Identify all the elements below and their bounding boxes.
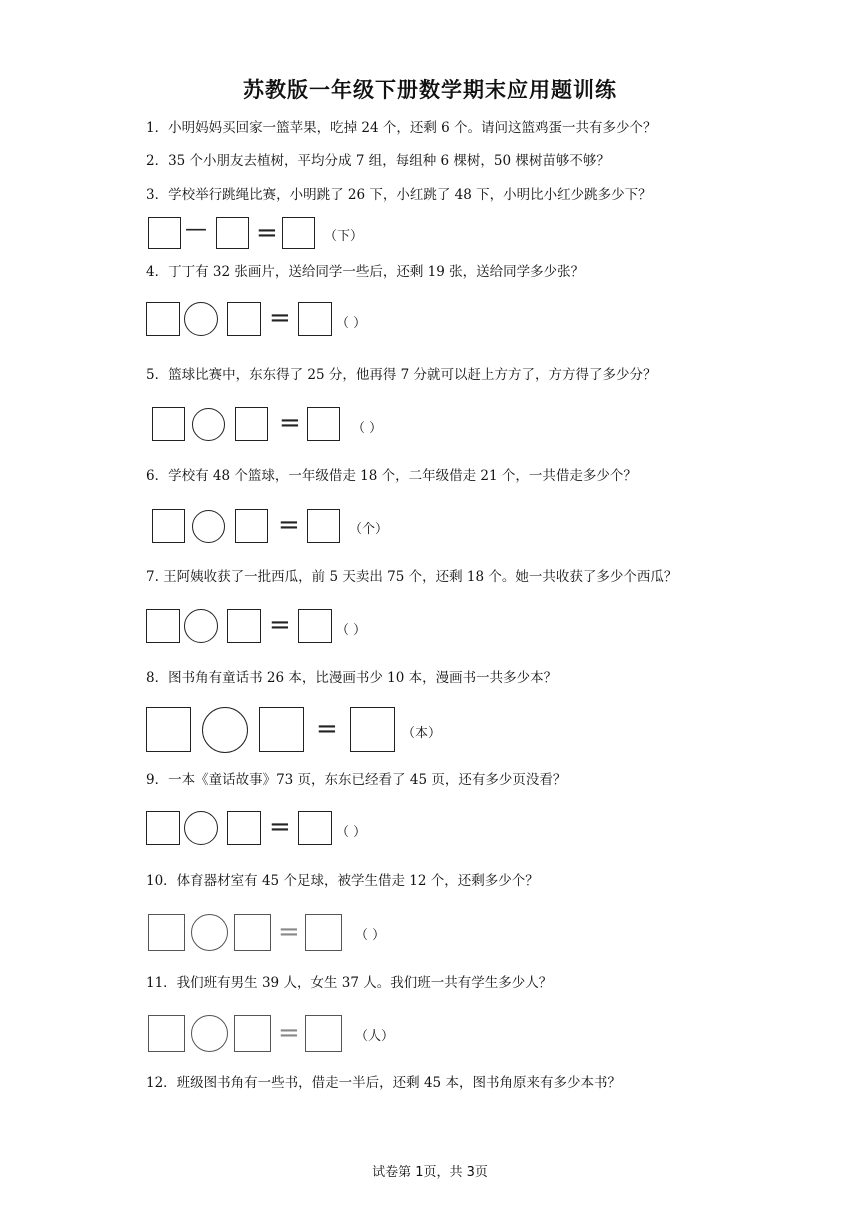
unit-label: （人） [355,1029,395,1044]
question-3: 3．学校举行跳绳比赛，小明跳了 26 下，小红跳了 48 下，小明比小红少跳多少下？ [146,187,652,203]
answer-box[interactable] [148,1015,185,1052]
answer-box[interactable] [235,407,268,441]
answer-box[interactable] [234,1015,271,1052]
answer-box[interactable] [227,609,261,643]
question-8: 8．图书角有童话书 26 本，比漫画书少 10 本，漫画书一共多少本？ [146,670,558,686]
equals-sign: = [269,812,291,842]
minus-sign: — [185,217,207,242]
answer-box[interactable] [146,707,191,752]
operator-circle[interactable] [184,609,218,643]
page-footer: 试卷第 1页，共 3页 [372,1165,488,1180]
answer-box[interactable] [227,302,261,336]
answer-box[interactable] [148,217,181,249]
operator-circle[interactable] [184,811,218,845]
answer-box[interactable] [227,811,261,845]
question-6: 6．学校有 48 个篮球，一年级借走 18 个，二年级借走 21 个，一共借走多少个？ [146,468,637,484]
answer-box[interactable] [350,707,395,752]
unit-label: （ ） [355,928,386,943]
question-7: 7. 王阿姨收获了一批西瓜，前 5 天卖出 75 个，还剩 18 个。她一共收获了多少个西瓜？ [146,569,678,585]
answer-box[interactable] [146,811,180,845]
equals-sign: = [278,917,300,947]
question-2: 2．35 个小朋友去植树，平均分成 7 组，每组种 6 棵树，50 棵树苗够不够？ [146,153,610,169]
unit-label: （ ） [336,623,367,638]
question-12: 12．班级图书角有一些书，借走一半后，还剩 45 本，图书角原来有多少本书？ [146,1075,621,1091]
unit-label: （本） [402,726,442,741]
operator-circle[interactable] [191,914,228,951]
equals-sign: = [256,218,278,248]
question-10: 10．体育器材室有 45 个足球，被学生借走 12 个，还剩多少个？ [146,873,539,889]
answer-box[interactable] [282,217,315,249]
answer-box[interactable] [148,914,185,951]
operator-circle[interactable] [191,1015,228,1052]
answer-box[interactable] [152,407,185,441]
operator-circle[interactable] [192,510,225,543]
answer-box[interactable] [259,707,304,752]
operator-circle[interactable] [184,302,218,336]
question-5: 5．篮球比赛中，东东得了 25 分，他再得 7 分就可以赶上方方了，方方得了多少分？ [146,367,657,383]
operator-circle[interactable] [202,707,248,753]
question-4: 4．丁丁有 32 张画片，送给同学一些后，还剩 19 张，送给同学多少张？ [146,264,585,280]
answer-box[interactable] [307,407,340,441]
answer-box[interactable] [234,914,271,951]
answer-box[interactable] [216,217,249,249]
operator-circle[interactable] [192,408,225,441]
unit-label: （ ） [352,421,383,436]
question-9: 9．一本《童话故事》73 页，东东已经看了 45 页，还有多少页没看？ [146,772,567,788]
unit-label: （下） [324,229,364,244]
unit-label: （ ） [336,825,367,840]
answer-box[interactable] [146,609,180,643]
answer-box[interactable] [152,509,185,543]
answer-box[interactable] [298,811,332,845]
answer-box[interactable] [235,509,268,543]
equals-sign: = [279,408,301,438]
unit-label: （个） [349,522,389,537]
answer-box[interactable] [146,302,180,336]
answer-box[interactable] [298,302,332,336]
equals-sign: = [316,714,338,744]
page-title: 苏教版一年级下册数学期末应用题训练 [243,78,617,102]
question-1: 1．小明妈妈买回家一篮苹果，吃掉 24 个，还剩 6 个。请问这篮鸡蛋一共有多少个？ [146,120,657,136]
answer-box[interactable] [305,914,342,951]
equals-sign: = [269,610,291,640]
answer-box[interactable] [307,509,340,543]
equals-sign: = [278,510,300,540]
question-11: 11．我们班有男生 39 人，女生 37 人。我们班一共有学生多少人？ [146,975,553,991]
equals-sign: = [269,303,291,333]
answer-box[interactable] [305,1015,342,1052]
unit-label: （ ） [336,316,367,331]
answer-box[interactable] [298,609,332,643]
equals-sign: = [278,1018,300,1048]
